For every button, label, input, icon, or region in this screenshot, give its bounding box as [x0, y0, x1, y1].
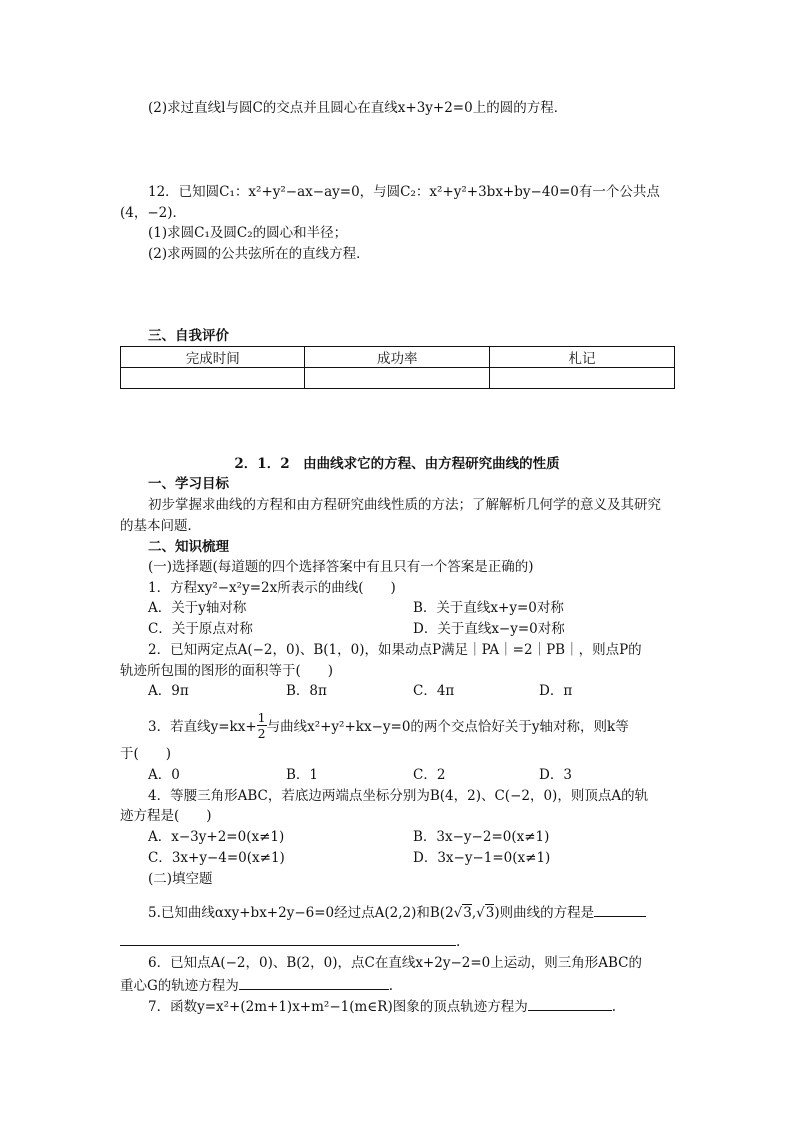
sqrt-symbol: √ [476, 905, 485, 921]
cell-completion-time[interactable] [121, 368, 305, 389]
q2-option-a: A．9π [148, 683, 189, 699]
q6-stem-line1: 6．已知点A(−2，0)、B(2，0)，点C在直线x+2y−2=0上运动，则三角形ABC的 [148, 955, 643, 971]
col-notes: 札记 [489, 347, 674, 368]
q1-stem: 1．方程xy²−x²y=2x所表示的曲线( ) [148, 580, 396, 596]
q5-mid: , [471, 905, 477, 921]
q5-sqrt-1: 3 [463, 905, 472, 921]
section-title: 2．1．2 由曲线求它的方程、由方程研究曲线的性质 [234, 456, 560, 472]
q12-part2: (2)求两圆的公共弦所在的直线方程． [148, 246, 370, 262]
q6-end: . [388, 978, 394, 994]
q6-stem-line2 [120, 975, 393, 995]
q12-stem-line1: 12．已知圆C₁：x²+y²−ax−ay=0，与圆C₂：x²+y²+3bx+by−40=0有一个公共点 [148, 184, 660, 200]
col-completion-time: 完成时间 [121, 347, 305, 368]
q11-part2: (2)求过直线l与圆C的交点并且圆心在直线x+3y+2=0上的圆的方程． [148, 100, 568, 116]
q5-answer-blank-2[interactable] [120, 931, 456, 946]
q3-option-c: C．2 [413, 767, 446, 783]
q4-option-a: A．x−3y+2=0(x≠1) [148, 829, 285, 845]
q5-pre: 5.已知曲线αxy+bx+2y−6=0经过点A(2,2)和B(2 [148, 905, 454, 921]
q3-stem-post: 与曲线x²+y²+kx−y=0的两个交点恰好关于y轴对称，则k等 [266, 719, 629, 735]
q5-end: . [456, 934, 461, 950]
q12-part1: (1)求圆C₁及圆C₂的圆心和半径； [148, 225, 348, 241]
heading-knowledge: 二、知识梳理 [148, 539, 229, 555]
q4-option-d: D．3x−y−1=0(x≠1) [413, 850, 551, 866]
q3-stem-pre: 3．若直线y=kx+ [148, 719, 257, 735]
q3-stem-line2: 于( ) [120, 746, 172, 762]
col-success-rate: 成功率 [305, 347, 489, 368]
self-eval-heading: 三、自我评价 [148, 328, 229, 344]
sqrt-symbol: √ [453, 905, 463, 921]
q2-option-c: C．4π [413, 683, 455, 699]
q12-stem-line2: (4，−2)． [120, 205, 187, 221]
q4-option-c: C．3x+y−4=0(x≠1) [148, 850, 285, 866]
fraction-one-half: $\frac{1}{2}$ [257, 710, 266, 741]
q2-option-b: B．8π [286, 683, 327, 699]
q4-option-b: B．3x−y−2=0(x≠1) [413, 829, 550, 845]
q1-option-b: B．关于直线x+y=0对称 [413, 600, 564, 616]
q1-option-c: C．关于原点对称 [148, 621, 253, 637]
q5-stem-line1 [148, 902, 646, 922]
q7-end: . [611, 999, 617, 1015]
q4-stem-line1: 4．等腰三角形ABC，若底边两端点坐标分别为B(4，2)、C(−2，0)，则顶点A的轨 [148, 788, 649, 804]
q5-sqrt-2: 3 [485, 905, 495, 921]
q2-stem-line2: 轨迹所包围的图形的面积等于( ) [120, 663, 334, 679]
table-row [121, 368, 675, 389]
q3-option-b: B．1 [286, 767, 319, 783]
q3-option-d: D．3 [539, 767, 572, 783]
q7-text: 7．函数y=x²+(2m+1)x+m²−1(m∈R)图象的顶点轨迹方程为 [148, 999, 528, 1015]
fill-heading: (二)填空题 [148, 871, 213, 887]
q5-stem-line2 [120, 931, 460, 951]
table-header-row [121, 347, 675, 368]
cell-success-rate[interactable] [305, 368, 489, 389]
q3-option-a: A．0 [148, 767, 180, 783]
q1-option-a: A．关于y轴对称 [148, 600, 247, 616]
goal-line2: 的基本问题． [120, 518, 201, 534]
q7-stem [148, 996, 616, 1016]
q5-answer-blank-1[interactable] [594, 902, 646, 917]
q7-answer-blank[interactable] [528, 996, 612, 1011]
q4-stem-line2: 迹方程是( ) [120, 808, 212, 824]
q6-text: 重心G的轨迹方程为 [120, 978, 239, 994]
self-eval-table [120, 346, 675, 389]
heading-learning-goals: 一、学习目标 [148, 476, 229, 492]
q2-option-d: D．π [539, 683, 573, 699]
q5-post: )则曲线的方程是 [494, 905, 595, 921]
cell-notes[interactable] [489, 368, 674, 389]
q2-stem-line1: 2．已知两定点A(−2，0)、B(1，0)，如果动点P满足｜PA｜=2｜PB｜，则点P的 [148, 642, 642, 658]
choice-heading: (一)选择题(每道题的四个选择答案中有且只有一个答案是正确的) [148, 559, 534, 575]
goal-line1: 初步掌握求曲线的方程和由方程研究曲线性质的方法；了解解析几何学的意义及其研究 [148, 497, 661, 513]
q1-option-d: D．关于直线x−y=0对称 [413, 621, 565, 637]
q6-answer-blank[interactable] [239, 975, 389, 990]
q3-stem-line1 [148, 712, 629, 743]
